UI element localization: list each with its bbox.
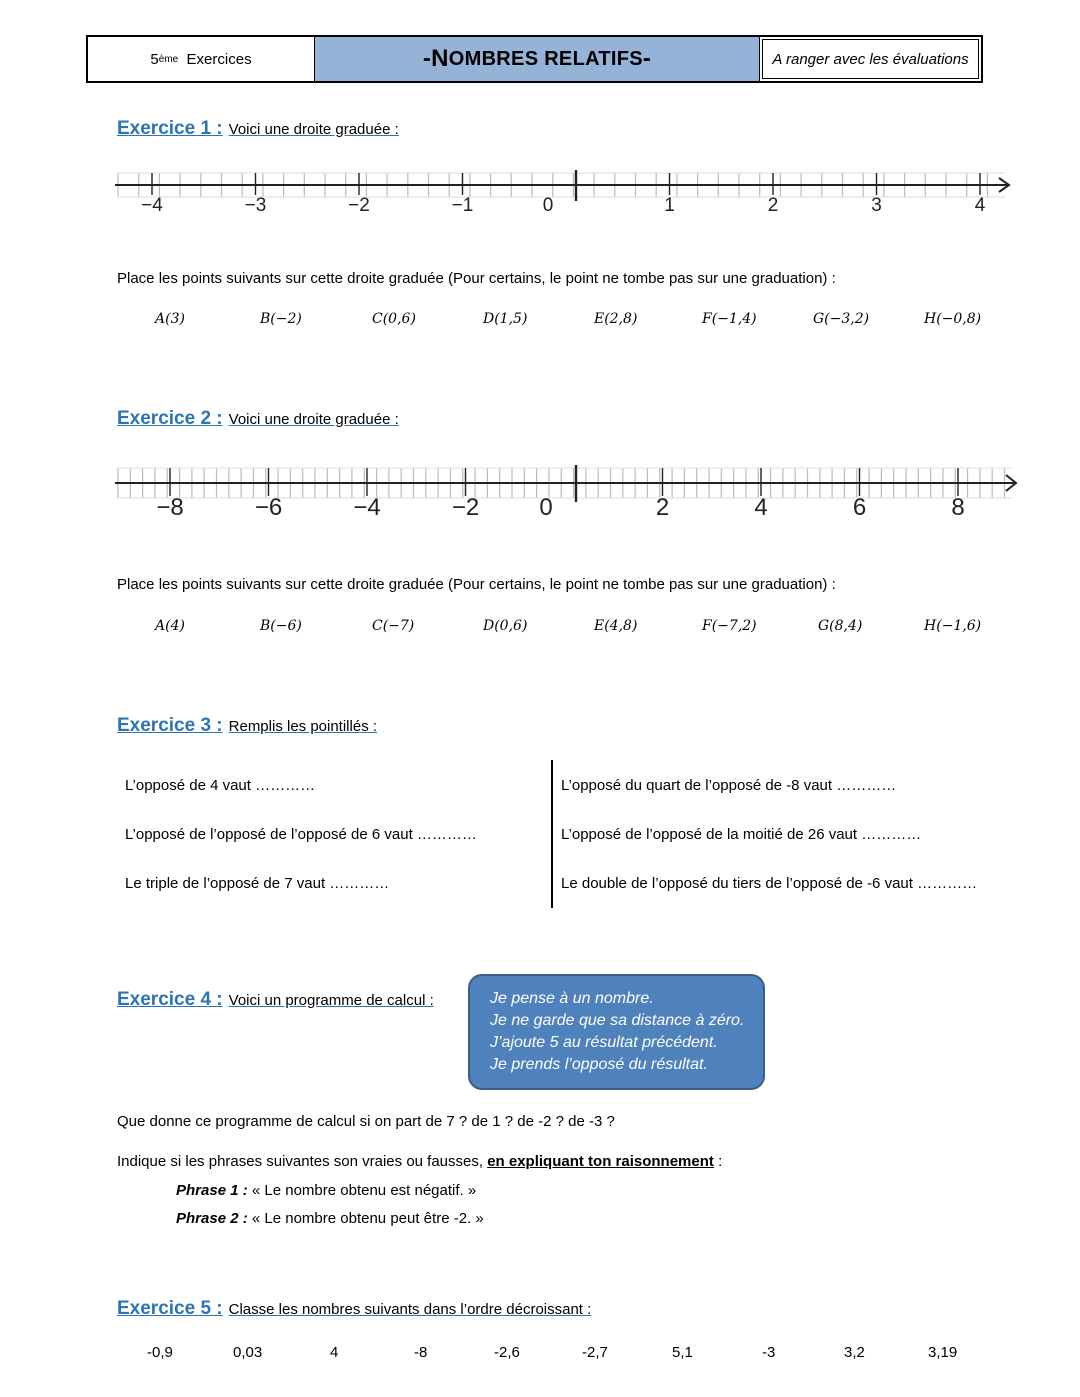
- number-line-2: [110, 460, 1025, 525]
- ex4-question: Que donne ce programme de calcul si on part de 7 ? de 1 ? de -2 ? de -3 ?: [117, 1113, 615, 1130]
- level-sup: ème: [158, 53, 179, 65]
- axis-label: 0: [542, 195, 554, 216]
- ex2-point: C(−7): [372, 618, 415, 634]
- axis-label: 6: [852, 494, 867, 521]
- axis-label: 2: [767, 195, 779, 216]
- program-line: Je ne garde que sa distance à zéro.: [490, 1012, 745, 1029]
- ex2-point: A(4): [155, 618, 185, 634]
- ex1-title: [117, 118, 399, 140]
- ex3-divider: [551, 760, 553, 908]
- axis-label: 4: [974, 195, 986, 216]
- ex5-number: -0,9: [147, 1344, 173, 1361]
- phrase-2-label: Phrase 2 :: [176, 1210, 248, 1227]
- ex5-number: 3,19: [928, 1344, 958, 1361]
- indique-emphasis: en expliquant ton raisonnement: [487, 1153, 714, 1170]
- ex3-title-text: Exercice 3 :: [117, 715, 223, 736]
- ex2-instruction: Place les points suivants sur cette droite graduée (Pour certains, le point ne tombe pas sur une graduation) :: [117, 576, 836, 593]
- ex1-point: A(3): [155, 311, 185, 327]
- ex1-point: B(−2): [260, 311, 302, 327]
- ex3-title: [117, 715, 377, 737]
- axis-label: −2: [451, 494, 480, 521]
- level-suffix: Exercices: [186, 50, 252, 68]
- ex3-left-item: L’opposé de l’opposé de l’opposé de 6 vaut …………: [125, 826, 477, 843]
- ex3-left-item: L’opposé de 4 vaut …………: [125, 777, 316, 794]
- ex5-number: -2,7: [582, 1344, 608, 1361]
- ex5-number: -3: [762, 1344, 776, 1361]
- ex5-number: -2,6: [494, 1344, 520, 1361]
- ex2-point: H(−1,6): [924, 618, 982, 634]
- ex5-number: 5,1: [672, 1344, 693, 1361]
- ex5-number: 4: [330, 1344, 339, 1361]
- axis-label: 2: [655, 494, 670, 521]
- phrase-1-text: « Le nombre obtenu est négatif. »: [247, 1182, 477, 1199]
- indique-colon: :: [713, 1153, 723, 1170]
- axis-label: 8: [951, 494, 965, 521]
- axis-label: 1: [664, 195, 675, 216]
- ex2-point: B(−6): [260, 618, 302, 634]
- ex3-intro: Remplis les pointillés :: [228, 718, 378, 735]
- ex1-point: F(−1,4): [702, 311, 757, 327]
- axis-label: 3: [871, 195, 882, 216]
- axis-label: −8: [156, 494, 184, 521]
- program-line: Je prends l’opposé du résultat.: [490, 1056, 708, 1073]
- number-line-1: [110, 165, 1020, 225]
- phrase-2-text: « Le nombre obtenu peut être -2. »: [247, 1210, 484, 1227]
- ex5-title-text: Exercice 5 :: [117, 1298, 223, 1319]
- ex4-title-text: Exercice 4 :: [117, 989, 223, 1010]
- ex1-point: C(0,6): [372, 311, 416, 327]
- ex5-number: -8: [414, 1344, 428, 1361]
- level-number: 5: [150, 50, 159, 68]
- ex1-points: [117, 311, 997, 331]
- ex3-right-item: L’opposé de l’opposé de la moitié de 26 vaut …………: [561, 826, 922, 843]
- axis-label: −2: [348, 195, 370, 216]
- ex1-point: D(1,5): [483, 311, 528, 327]
- ex4-title: [117, 989, 434, 1011]
- program-line: J’ajoute 5 au résultat précédent.: [490, 1034, 718, 1051]
- program-line: Je pense à un nombre.: [490, 990, 654, 1007]
- ex1-title-text: Exercice 1 :: [117, 118, 223, 139]
- ex2-title-text: Exercice 2 :: [117, 408, 223, 429]
- phrase-1: [176, 1182, 476, 1199]
- ex5-number: 3,2: [844, 1344, 865, 1361]
- ex3-right-item: Le double de l’opposé du tiers de l’opposé de -6 vaut …………: [561, 875, 978, 892]
- ex2-point: F(−7,2): [702, 618, 757, 634]
- header-note: A ranger avec les évaluations: [762, 39, 979, 79]
- ex1-point: G(−3,2): [813, 311, 870, 327]
- phrase-1-label: Phrase 1 :: [176, 1182, 248, 1199]
- page-title: [315, 37, 760, 81]
- ex1-point: H(−0,8): [924, 311, 982, 327]
- ex2-point: D(0,6): [483, 618, 528, 634]
- ex2-intro: Voici une droite graduée :: [228, 411, 399, 428]
- ex4-intro: Voici un programme de calcul :: [228, 992, 434, 1009]
- header-level: [88, 37, 315, 81]
- axis-label: −6: [254, 494, 283, 521]
- ex2-point: G(8,4): [818, 618, 863, 634]
- indique-text: Indique si les phrases suivantes son vraies ou fausses,: [117, 1153, 488, 1170]
- ex5-number: 0,03: [233, 1344, 263, 1361]
- ex2-points: [117, 618, 997, 638]
- title-dash-left: -: [422, 45, 432, 72]
- ex3-right-item: L’opposé du quart de l’opposé de -8 vaut …………: [561, 777, 897, 794]
- title-rest: OMBRES RELATIFS: [448, 47, 643, 70]
- ex1-intro: Voici une droite graduée :: [228, 121, 399, 138]
- axis-label: −4: [141, 195, 163, 216]
- ex5-intro: Classe les nombres suivants dans l’ordre décroissant :: [228, 1301, 592, 1318]
- axis-label: −3: [244, 195, 267, 216]
- ex3-left-item: Le triple de l’opposé de 7 vaut …………: [125, 875, 390, 892]
- axis-label: 0: [539, 494, 553, 521]
- ex5-title: [117, 1298, 591, 1320]
- calc-program-box: [468, 974, 765, 1090]
- title-cap: N: [431, 45, 449, 72]
- phrase-2: [176, 1210, 484, 1227]
- axis-label: −1: [451, 195, 474, 216]
- ex1-instruction: Place les points suivants sur cette droite graduée (Pour certains, le point ne tombe pas sur une graduation) :: [117, 270, 836, 287]
- number-line-1-labels: [141, 170, 986, 216]
- ex1-point: E(2,8): [594, 311, 638, 327]
- axis-label: −4: [353, 494, 381, 521]
- title-dash-right: -: [642, 45, 652, 72]
- header-table: [86, 35, 983, 83]
- ex4-indique: [117, 1153, 722, 1170]
- ex2-point: E(4,8): [594, 618, 638, 634]
- axis-label: 4: [754, 494, 768, 521]
- ex2-title: [117, 408, 399, 430]
